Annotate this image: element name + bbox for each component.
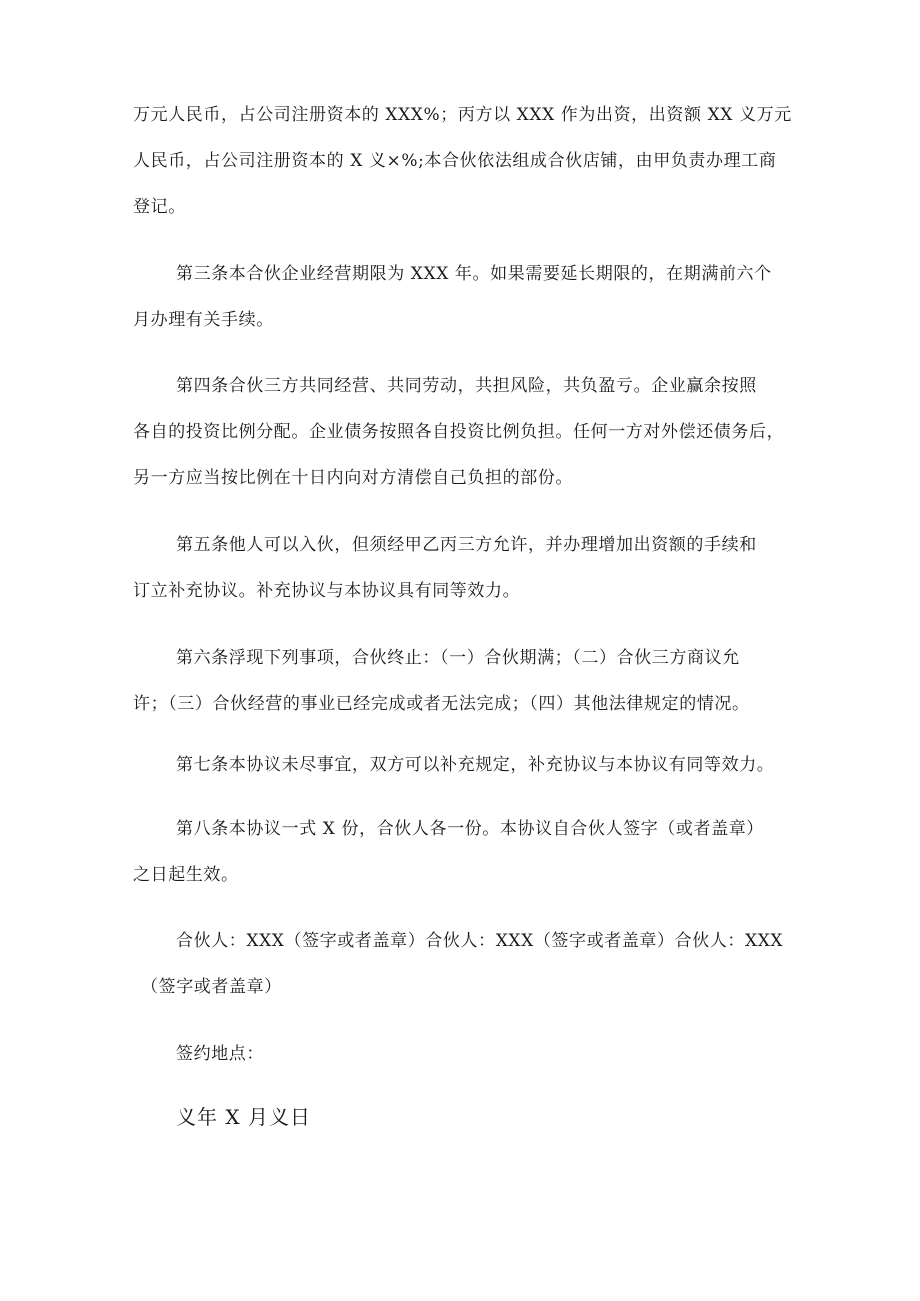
text-line: 月办理有关手续。 (133, 310, 274, 330)
signing-date: 义年 X 月义日 (176, 1105, 311, 1129)
text-line: 许；（三）合伙经营的事业已经完成或者无法完成；（四）其他法律规定的情况。 (133, 694, 750, 714)
paragraph-article-4 (133, 363, 803, 501)
text-line: 万元人民币，占公司注册资本的 XXX%；丙方以 XXX 作为出资，出资额 XX 义万元 (133, 105, 792, 125)
text-line: 各自的投资比例分配。企业债务按照各自投资比例负担。任何一方对外偿还债务后， (133, 422, 785, 442)
text-line: （签字或者盖章） (141, 977, 282, 997)
text-line: 第五条他人可以入伙，但须经甲乙丙三方允许，并办理增加出资额的手续和 (176, 535, 757, 555)
text-line: 第七条本协议未尽事宜，双方可以补充规定，补充协议与本协议有同等效力。 (176, 755, 775, 775)
paragraph-article-3 (133, 251, 803, 343)
paragraph-article-8 (133, 806, 803, 898)
text-line: 登记。 (133, 197, 186, 217)
text-line: 第六条浮现下列事项，合伙终止：（一）合伙期满；（二）合伙三方商议允 (176, 648, 740, 668)
paragraph-capital-contribution (133, 92, 803, 230)
paragraph-article-6 (133, 635, 803, 727)
text-line: 合伙人：XXX（签字或者盖章）合伙人：XXX（签字或者盖章）合伙人：XXX (176, 931, 784, 951)
paragraph-signing-place (133, 1031, 803, 1077)
text-line: 第八条本协议一式 X 份，合伙人各一份。本协议自合伙人签字（或者盖章） (176, 819, 764, 839)
text-line: 之日起生效。 (133, 865, 239, 885)
paragraph-partner-signatures (133, 918, 803, 1010)
paragraph-article-5 (133, 522, 803, 614)
text-line: 另一方应当按比例在十日内向对方清偿自己负担的部份。 (133, 468, 573, 488)
text-line: 订立补充协议。补充协议与本协议具有同等效力。 (133, 581, 521, 601)
text-line: 第三条本合伙企业经营期限为 XXX 年。如果需要延长期限的，在期满前六个 (176, 264, 772, 284)
paragraph-article-7 (133, 742, 803, 788)
signing-place-label: 签约地点： (176, 1044, 264, 1064)
text-line: 第四条合伙三方共同经营、共同劳动，共担风险，共负盈亏。企业赢余按照 (176, 376, 757, 396)
text-line: 人民币，占公司注册资本的 X 义×%;本合伙依法组成合伙店铺，由甲负责办理工商 (133, 151, 777, 171)
